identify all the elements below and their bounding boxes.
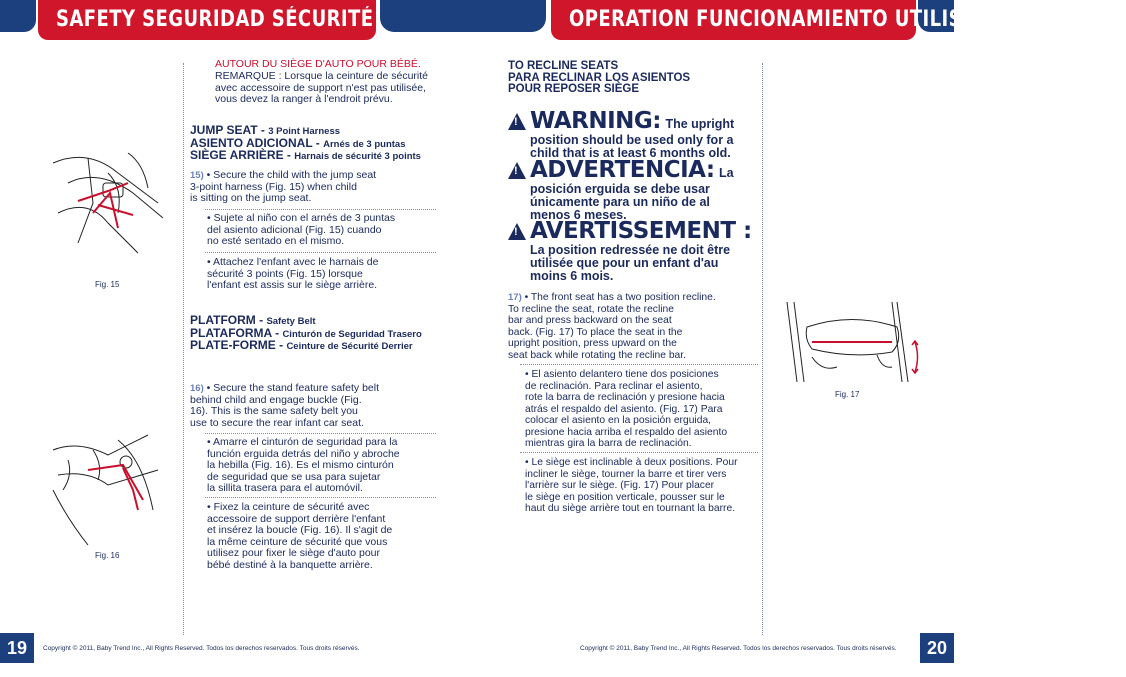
warning-fr-block xyxy=(508,218,758,283)
divider xyxy=(205,209,436,210)
step-16-number: 16) xyxy=(190,383,204,394)
step-16-fr: • Fixez la ceinture de sécurité avec accessoire de support derrière l'enfant et insérez la boucle (Fig. 16). Il s'agit de la même ceinture de sécurité que vous utilisez pour fixer le siège d'auto pour bébé destiné à la banquette arrière. xyxy=(207,501,393,571)
step-17-en: 17) • The front seat has a two position recline. To recline the seat, rotate the recline bar and press backward on the seat back. (Fig. 17) To place the seat in the upright position, press upward on the seat back while rotating the recline bar. xyxy=(508,292,716,361)
fig-16-illustration xyxy=(48,430,168,550)
left-column-divider xyxy=(183,63,184,635)
page-number-left: 19 xyxy=(0,633,34,663)
header-divider-tab xyxy=(380,0,546,32)
copyright-left: Copyright © 2011, Baby Trend Inc., All Rights Reserved. Todos los derechos reservados. Tous droits réservés. xyxy=(43,645,360,652)
header-left-bar xyxy=(38,0,376,40)
intro-red-text: AUTOUR DU SIÈGE D'AUTO POUR BÉBÉ. xyxy=(215,58,421,70)
recline-title: TO RECLINE SEATS PARA RECLINAR LOS ASIENTOS POUR REPOSER SIÈGE xyxy=(508,60,691,95)
right-column-divider xyxy=(762,63,763,635)
step-17-es: • El asiento delantero tiene dos posiciones de reclinación. Para reclinar el asiento, rote la barra de reclinación y presione hacia atrás el respaldo del asiento. (Fig. 17) Para colocar el asiento en la posición erguida, presione hacia arriba el respaldo del asiento mientras gira la barra de reclinación. xyxy=(525,369,728,449)
step-16-en: 16) • Secure the stand feature safety belt behind child and engage buckle (Fig. 16). This is the same safety belt you use to secure the rear infant car seat. xyxy=(190,382,380,429)
divider xyxy=(520,452,758,453)
fig-17-caption: Fig. 17 xyxy=(835,390,860,399)
header-left-title: SAFETY SEGURIDAD SÉCURITÉ xyxy=(56,7,374,32)
fig-17-illustration xyxy=(782,297,922,385)
step-15-fr: • Attachez l'enfant avec le harnais de sécurité 3 points (Fig. 15) lorsque l'enfant est assis sur le siège arrière. xyxy=(207,256,379,291)
step-15-number: 15) xyxy=(190,170,204,181)
left-edge-tab xyxy=(0,0,36,32)
divider xyxy=(205,252,436,253)
warning-es-text: posición erguida se debe usar únicamente para un niño de al menos 6 meses. xyxy=(530,182,710,222)
warning-fr-text: La position redressée ne doit être utilisée que pour un enfant d'au moins 6 mois. xyxy=(530,243,731,283)
advertencia-word: ADVERTENCIA: xyxy=(530,157,715,183)
copyright-right: Copyright © 2011, Baby Trend Inc., All Rights Reserved. Todos los derechos reservados. Tous droits réservés. xyxy=(580,645,897,652)
step-15-en: 15) • Secure the child with the jump seat 3-point harness (Fig. 15) when child is sitting on the jump seat. xyxy=(190,169,377,204)
step-17-fr: • Le siège est inclinable à deux positions. Pour incliner le siège, tourner la barre et tirer vers l'arrière sur le siège. (Fig. 17) Pour placer le siège en position verticale, pousser sur le haut du siège arrière tout en tournant la barre. xyxy=(525,457,738,514)
avertissement-word: AVERTISSEMENT : xyxy=(530,218,752,244)
divider xyxy=(520,364,758,365)
step-15-es: • Sujete al niño con el arnés de 3 puntas del asiento adicional (Fig. 15) cuando no esté sentado en el mismo. xyxy=(207,212,396,247)
fig-15-caption: Fig. 15 xyxy=(95,280,120,289)
header-right-title: OPERATION FUNCIONAMIENTO UTILISATION xyxy=(569,7,1027,32)
divider xyxy=(205,433,436,434)
fig-15-illustration xyxy=(48,143,168,273)
page-number-right: 20 xyxy=(920,633,954,663)
divider xyxy=(205,497,436,498)
warning-triangle-icon xyxy=(508,113,526,130)
step-16-es: • Amarre el cinturón de seguridad para la función erguida detrás del niño y abroche la hebilla (Fig. 16). Es el mismo cinturón de seguridad que se usa para sujetar la sillita trasera para el automóvil. xyxy=(207,436,400,494)
warning-en-block: !WARNING: The upright position should be used only for a child that is at least 6 months old. xyxy=(508,108,758,160)
warning-en-text: position should be used only for a child that is at least 6 months old. xyxy=(530,133,734,160)
fig-16-caption: Fig. 16 xyxy=(95,551,120,560)
warning-triangle-icon xyxy=(508,223,526,240)
step-17-number: 17) xyxy=(508,292,522,303)
intro-remark: REMARQUE : Lorsque la ceinture de sécurité avec accessoire de support n'est pas utilisée, vous devez la ranger à l'endroit prévu. xyxy=(215,70,429,105)
platform-heading: PLATFORM - Safety Belt PLATAFORMA - Cinturón de Seguridad Trasero PLATE-FORME - Ceinture de Sécurité Derrier xyxy=(190,313,422,352)
warning-es-block: !ADVERTENCIA: La posición erguida se debe usar únicamente para un niño de al menos 6 meses. xyxy=(508,157,758,222)
header-right-bar xyxy=(551,0,1027,40)
jump-seat-heading: JUMP SEAT - 3 Point Harness ASIENTO ADICIONAL - Arnés de 3 puntas SIÈGE ARRIÈRE - Harnais de sécurité 3 points xyxy=(190,123,421,162)
warning-word: WARNING: xyxy=(530,108,661,134)
warning-triangle-icon xyxy=(508,162,526,179)
